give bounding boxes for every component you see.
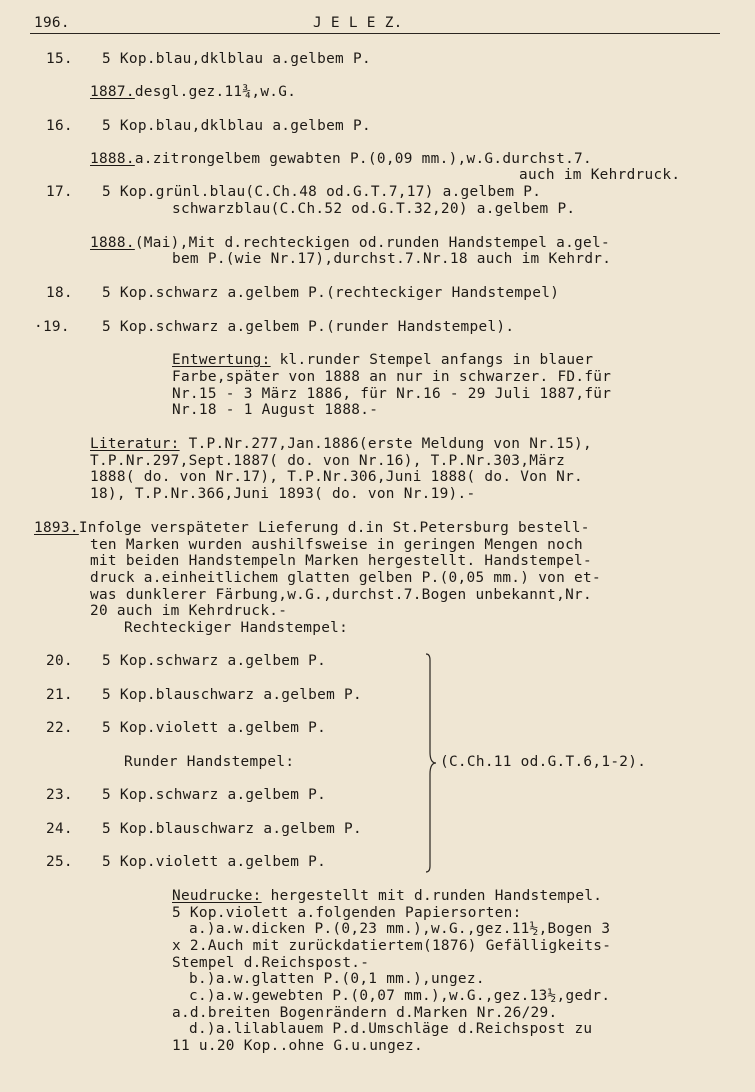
catalog-reference-note: (C.Ch.11 od.G.T.6,1-2). (440, 754, 647, 770)
entry-15-text: 5 Kop.blau,dklblau a.gelbem P. (102, 51, 371, 67)
note-1888-mai-cont: bem P.(wie Nr.17),durchst.7.Nr.18 auch im Kehrdr. (172, 251, 612, 267)
literatur-text: T.P.Nr.277,Jan.1886(erste Meldung von Nr.15), (179, 436, 592, 452)
entry-22-number: 22. (46, 720, 73, 736)
page-title: J E L E Z. (313, 15, 403, 31)
note-1893-line-1 (34, 520, 590, 536)
neudrucke-label: Neudrucke: (172, 888, 262, 904)
entwertung-line-4: Nr.18 - 1 August 1888.- (172, 402, 379, 418)
entry-23-number: 23. (46, 787, 73, 803)
note-1888-mai (90, 235, 610, 251)
entwertung-label: Entwertung: (172, 352, 271, 368)
year-1888: 1888. (90, 151, 135, 167)
year-1887: 1887. (90, 84, 135, 100)
note-1893-line-2: ten Marken wurden aushilfsweise in geringen Mengen noch (90, 537, 584, 553)
neudrucke-line-5: Stempel d.Reichspost.- (172, 955, 370, 971)
entry-25-text: 5 Kop.violett a.gelbem P. (102, 854, 327, 870)
entry-20-number: 20. (46, 653, 73, 669)
runder-handstempel-label: Runder Handstempel: (124, 754, 295, 770)
header-rule (30, 33, 720, 34)
entry-17-number: 17. (46, 184, 73, 200)
note-1893-line-7: Rechteckiger Handstempel: (124, 620, 349, 636)
literatur-line-3: 1888( do. von Nr.17), T.P.Nr.306,Juni 1888( do. Von Nr. (90, 469, 584, 485)
note-1888-cont: auch im Kehrdruck. (519, 167, 681, 183)
entwertung-line-3: Nr.15 - 3 März 1886, für Nr.16 - 29 Juli 1887,für (172, 386, 612, 402)
neudrucke-text: hergestellt mit d.runden Handstempel. (261, 888, 603, 904)
note-1893-line-6: 20 auch im Kehrdruck.- (90, 603, 288, 619)
neudrucke-line-8: a.d.breiten Bogenrändern d.Marken Nr.26/29. (172, 1005, 558, 1021)
year-1888-mai: 1888. (90, 235, 135, 251)
entry-16-text: 5 Kop.blau,dklblau a.gelbem P. (102, 118, 371, 134)
note-1888-zitrongelb (90, 151, 592, 167)
entry-15-number: 15. (46, 51, 73, 67)
neudrucke-line-2: 5 Kop.violett a.folgenden Papiersorten: (172, 905, 522, 921)
neudrucke-line-1 (172, 888, 602, 904)
entry-18-number: 18. (46, 285, 73, 301)
entwertung-text: kl.runder Stempel anfangs in blauer (270, 352, 594, 368)
entry-17-text: 5 Kop.grünl.blau(C.Ch.48 od.G.T.7,17) a.gelbem P. (102, 184, 542, 200)
entry-20-text: 5 Kop.schwarz a.gelbem P. (102, 653, 327, 669)
entry-21-number: 21. (46, 687, 73, 703)
note-1893-line-5: was dunklerer Färbung,w.G.,durchst.7.Bogen unbekannt,Nr. (90, 587, 592, 603)
year-1893: 1893. (34, 520, 79, 536)
neudrucke-line-10: 11 u.20 Kop..ohne G.u.ungez. (172, 1038, 423, 1054)
literatur-line-1 (90, 436, 592, 452)
note-1893-text: Infolge verspäteter Lieferung d.in St.Petersburg bestell- (78, 520, 590, 536)
entry-19-text: 5 Kop.schwarz a.gelbem P.(runder Handstempel). (102, 319, 515, 335)
note-1893-line-4: druck a.einheitlichem glatten gelben P.(0,05 mm.) von et- (90, 570, 601, 586)
note-1893-line-3: mit beiden Handstempeln Marken hergestellt. Handstempel- (90, 553, 592, 569)
entry-19-number: ·19. (34, 319, 70, 335)
entry-22-text: 5 Kop.violett a.gelbem P. (102, 720, 327, 736)
grouping-brace (425, 652, 437, 874)
entry-17-text-2: schwarzblau(C.Ch.52 od.G.T.32,20) a.gelbem P. (172, 201, 576, 217)
entry-25-number: 25. (46, 854, 73, 870)
entry-15-variant-text: desgl.gez.11¾,w.G. (134, 84, 297, 100)
note-1888-text: a.zitrongelbem gewabten P.(0,09 mm.),w.G.durchst.7. (134, 151, 592, 167)
neudrucke-line-7: c.)a.w.gewebten P.(0,07 mm.),w.G.,gez.13½,gedr. (189, 988, 611, 1004)
note-1888-mai-text: (Mai),Mit d.rechteckigen od.runden Handstempel a.gel- (134, 235, 610, 251)
literatur-line-4: 18), T.P.Nr.366,Juni 1893( do. von Nr.19).- (90, 486, 476, 502)
entwertung-line-2: Farbe,später von 1888 an nur in schwarzer. FD.für (172, 369, 612, 385)
literatur-label: Literatur: (90, 436, 180, 452)
neudrucke-line-6: b.)a.w.glatten P.(0,1 mm.),ungez. (189, 971, 485, 987)
literatur-line-2: T.P.Nr.297,Sept.1887( do. von Nr.16), T.P.Nr.303,März (90, 453, 566, 469)
entwertung-line-1 (172, 352, 593, 368)
entry-24-text: 5 Kop.blauschwarz a.gelbem P. (102, 821, 362, 837)
neudrucke-line-4: x 2.Auch mit zurückdatiertem(1876) Gefälligkeits- (172, 938, 612, 954)
neudrucke-line-9: d.)a.lilablauem P.d.Umschläge d.Reichspost zu (189, 1021, 593, 1037)
entry-16-number: 16. (46, 118, 73, 134)
entry-23-text: 5 Kop.schwarz a.gelbem P. (102, 787, 327, 803)
entry-21-text: 5 Kop.blauschwarz a.gelbem P. (102, 687, 362, 703)
entry-18-text: 5 Kop.schwarz a.gelbem P.(rechteckiger Handstempel) (102, 285, 560, 301)
page-number: 196. (34, 15, 70, 31)
neudrucke-line-3: a.)a.w.dicken P.(0,23 mm.),w.G.,gez.11½,Bogen 3 (189, 921, 611, 937)
entry-15-variant (90, 84, 296, 100)
entry-24-number: 24. (46, 821, 73, 837)
